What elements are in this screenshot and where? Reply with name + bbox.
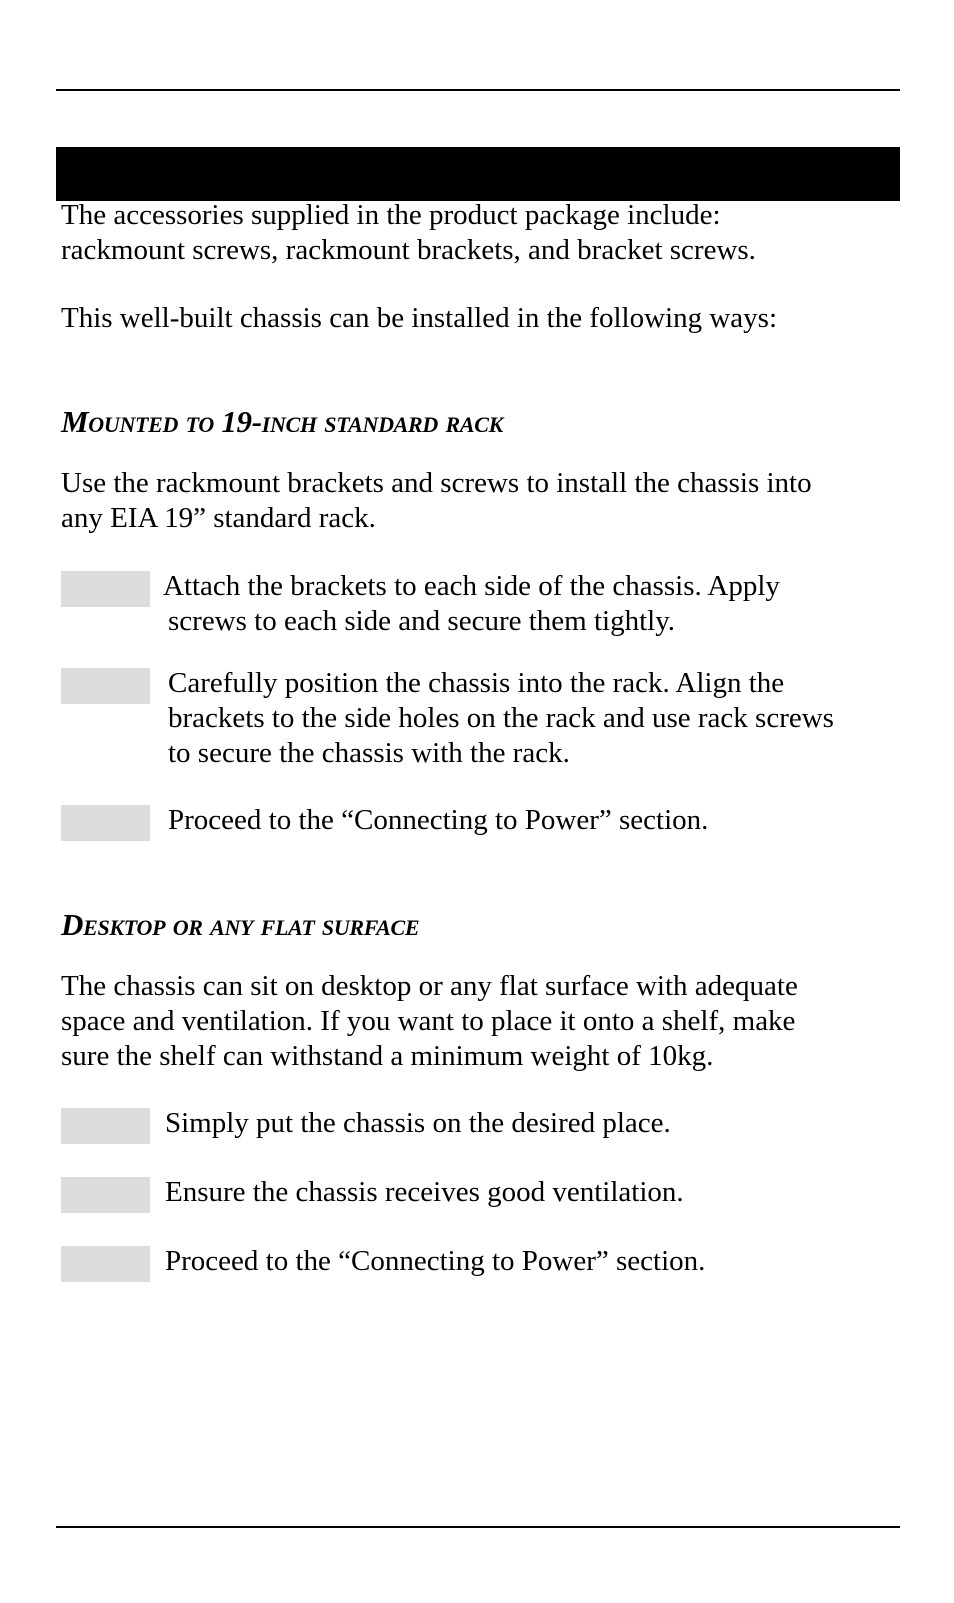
desktop-desc-line-2: space and ventilation. If you want to place it onto a shelf, make xyxy=(61,1005,796,1037)
section-title-bar xyxy=(56,147,900,201)
desktop-step-3-text: Proceed to the “Connecting to Power” section. xyxy=(165,1245,706,1277)
step-marker xyxy=(61,1246,150,1282)
header-rule xyxy=(56,89,900,91)
desktop-desc-line-3: sure the shelf can withstand a minimum weight of 10kg. xyxy=(61,1040,714,1072)
desktop-heading: Desktop or any flat surface xyxy=(61,907,420,942)
installation-ways-text: This well-built chassis can be installed in the following ways: xyxy=(61,302,778,334)
rack-step-2-line-2: brackets to the side holes on the rack and use rack screws xyxy=(168,702,834,734)
footer-rule xyxy=(56,1526,900,1528)
step-marker xyxy=(61,668,150,704)
rack-description xyxy=(61,466,901,536)
desktop-step-2-text: Ensure the chassis receives good ventilation. xyxy=(165,1176,684,1208)
intro-line-2: rackmount screws, rackmount brackets, and bracket screws. xyxy=(61,234,756,266)
step-marker xyxy=(61,1177,150,1213)
rack-mount-heading: Mounted to 19-inch standard rack xyxy=(61,404,503,439)
rack-step-1-text xyxy=(163,569,883,639)
rack-step-2-text xyxy=(168,666,888,771)
desktop-desc-line-1: The chassis can sit on desktop or any flat surface with adequate xyxy=(61,970,798,1002)
rack-step-2-line-1: Carefully position the chassis into the rack. Align the xyxy=(168,667,785,699)
step-marker xyxy=(61,805,150,841)
rack-desc-line-1: Use the rackmount brackets and screws to install the chassis into xyxy=(61,467,812,499)
intro-paragraph xyxy=(61,198,901,268)
rack-step-1-line-2: screws to each side and secure them tightly. xyxy=(168,605,676,637)
rack-step-1-line-1: Attach the brackets to each side of the chassis. Apply xyxy=(163,570,780,602)
step-marker xyxy=(61,571,150,607)
desktop-description xyxy=(61,969,901,1074)
desktop-step-1-text: Simply put the chassis on the desired place. xyxy=(165,1107,671,1139)
rack-step-2-line-3: to secure the chassis with the rack. xyxy=(168,737,570,769)
step-marker xyxy=(61,1108,150,1144)
intro-line-1: The accessories supplied in the product package include: xyxy=(61,199,721,231)
rack-step-3-text: Proceed to the “Connecting to Power” section. xyxy=(168,804,709,836)
rack-desc-line-2: any EIA 19” standard rack. xyxy=(61,502,376,534)
